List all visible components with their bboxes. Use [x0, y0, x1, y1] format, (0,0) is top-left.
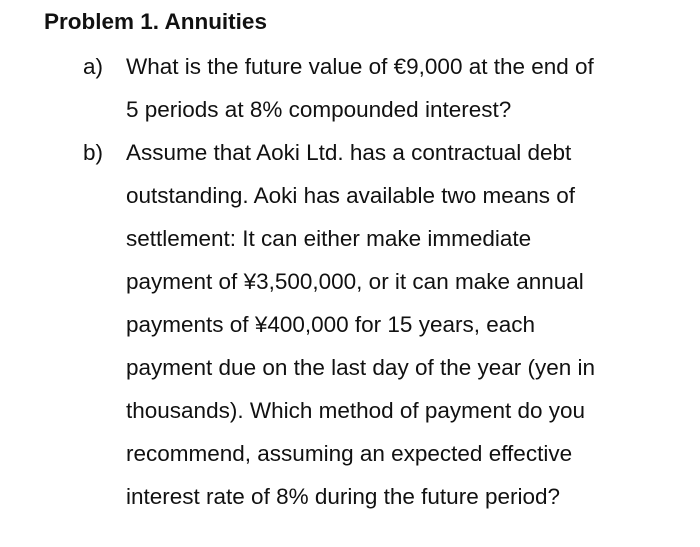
question-b-line-5: payments of ¥400,000 for 15 years, each	[126, 312, 536, 337]
question-b-line-8: recommend, assuming an expected effective	[126, 441, 573, 466]
question-a-marker: a)	[83, 54, 104, 79]
question-b-line-7: thousands). Which method of payment do you	[126, 398, 586, 423]
question-b-line-3: settlement: It can either make immediate	[126, 226, 532, 251]
question-b-marker: b)	[83, 140, 104, 165]
question-b-line-6: payment due on the last day of the year (yen in	[126, 355, 596, 380]
question-a-line-1: What is the future value of €9,000 at the end of	[126, 54, 594, 79]
question-b-line-2: outstanding. Aoki has available two means of	[126, 183, 576, 208]
question-b-line-9: interest rate of 8% during the future period?	[126, 484, 561, 509]
problem-title: Problem 1. Annuities	[44, 9, 267, 34]
question-b-line-1: Assume that Aoki Ltd. has a contractual debt	[126, 140, 572, 165]
question-a-line-2: 5 periods at 8% compounded interest?	[126, 97, 512, 122]
question-b-line-4: payment of ¥3,500,000, or it can make annual	[126, 269, 584, 294]
